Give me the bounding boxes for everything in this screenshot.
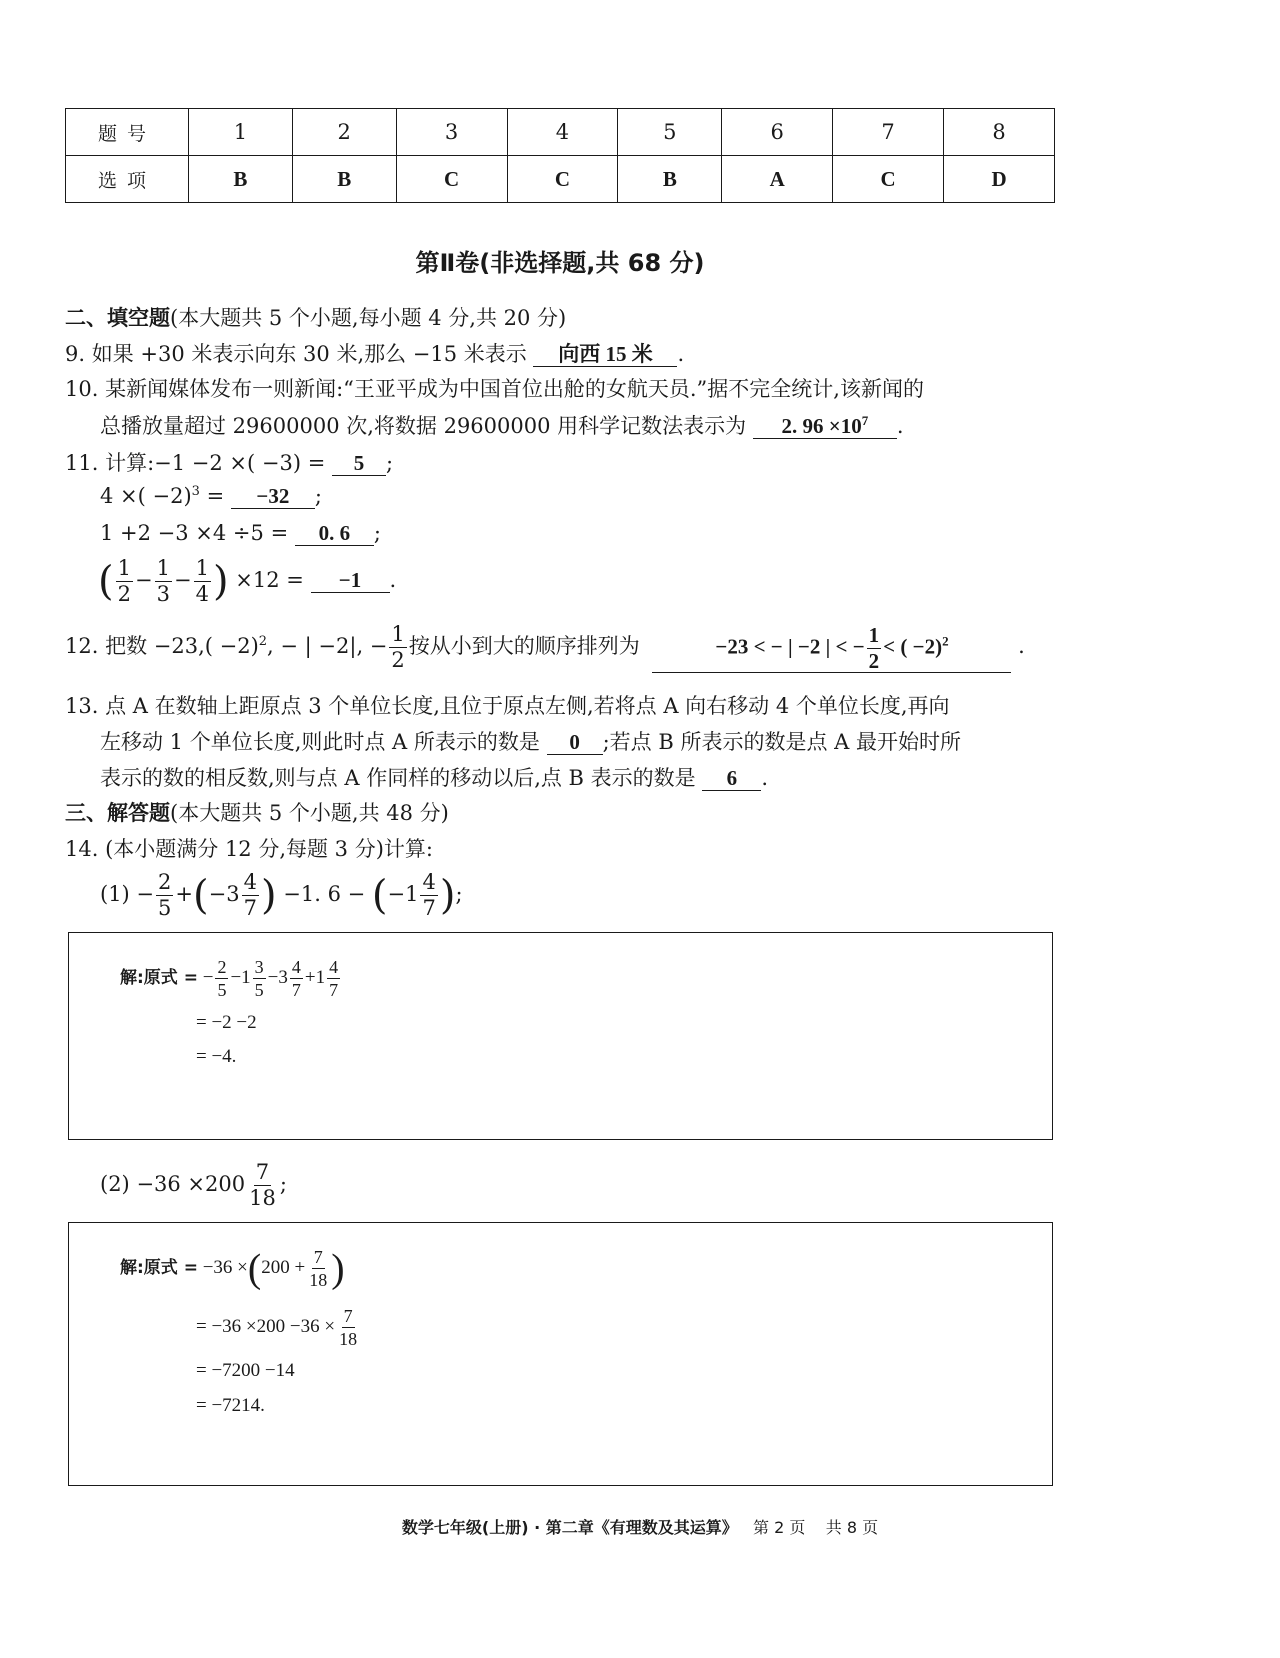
q10-line2: 总播放量超过 29600000 次,将数据 29600000 用科学记数法表示为	[100, 414, 747, 438]
q11-semicolon: ;	[373, 521, 381, 545]
question-number: 2	[292, 109, 396, 156]
sol2-line2: = −36 ×200 −36 × $\frac{7}{18}$	[196, 1306, 358, 1349]
q14-p2-label: (2)	[100, 1172, 130, 1196]
table-row-numbers	[66, 109, 1055, 156]
q11-semicolon: ;	[385, 451, 394, 475]
footer-total: 共 8 页	[825, 1518, 879, 1537]
section3-heading	[65, 797, 449, 827]
sol2-line3: = −7200 −14	[196, 1360, 295, 1381]
q12-text-exp: 2	[258, 634, 268, 649]
section2-name: 二、填空题	[65, 306, 170, 330]
q11-line2	[100, 484, 322, 509]
table-row-options	[66, 156, 1055, 203]
question-number: 8	[944, 109, 1055, 156]
sol2-line1-a: −36 ×	[202, 1256, 248, 1278]
q11-line4: ( $\frac{1}{2}$ − $\frac{1}{3}$ − $\frac{1}{4}$ ) ×12 = −1 .	[98, 556, 397, 606]
answer-option: C	[507, 156, 618, 203]
answer-option: C	[396, 156, 507, 203]
q11-line1	[65, 447, 393, 477]
paren-close: )	[212, 558, 229, 605]
q10-answer-exp: 7	[861, 413, 869, 428]
q13-end: .	[761, 766, 769, 790]
answer-option: B	[292, 156, 396, 203]
q9-answer: 向西 15 米	[533, 343, 677, 367]
q11-line3-text: 1 +2 −3 ×4 ÷5 =	[100, 521, 289, 545]
q10-answer	[753, 414, 897, 439]
table-header-label: 题号	[66, 109, 189, 156]
sol2-line1-inner: 200 +	[261, 1256, 306, 1278]
page-footer	[0, 1515, 1280, 1538]
sol2-line1: 解:原式 = −36 ×(200 + $\frac{7}{18}$ )	[120, 1245, 345, 1291]
q11-line2-answer: −32	[231, 485, 315, 509]
footer-page: 第 2 页	[753, 1518, 806, 1537]
question-number: 6	[722, 109, 833, 156]
sol1-line2: = −2 −2	[196, 1012, 257, 1033]
question-number: 7	[833, 109, 944, 156]
sol2-line2-a: = −36 ×200 −36 ×	[196, 1315, 336, 1337]
question-number: 5	[618, 109, 722, 156]
sol1-line3: = −4.	[196, 1046, 237, 1067]
q11-line2-text: 4 ×( −2)	[100, 484, 192, 508]
q11-line4-tail: ×12 =	[235, 568, 304, 592]
q9-end: .	[677, 342, 685, 366]
question-number: 1	[189, 109, 293, 156]
sol1-line1: 解:原式 = − $\frac{2}{5}$ −1 $\frac{3}{5}$ −3 $\frac{4}{7}$ +1 $\frac{4}{7}$	[120, 957, 339, 1000]
q12-ans-b: < ( −2)	[883, 634, 943, 658]
q10-end: .	[896, 414, 904, 438]
q13-answer-2: 6	[702, 767, 761, 791]
q11-line2-eq: =	[199, 484, 225, 508]
q13-line2-b: ;若点 B 所表示的数是点 A 最开始时所	[602, 730, 961, 754]
q12-text-b: , − | −2|, −	[267, 634, 388, 658]
q12-end: .	[1018, 634, 1025, 658]
sol2-line4: = −7214.	[196, 1395, 265, 1416]
table-option-label: 选项	[66, 156, 189, 203]
q12-ans-a: −23 < − | −2 | < −	[715, 634, 865, 658]
q14-p2-end: ;	[279, 1172, 287, 1196]
q13-line1: 13. 点 A 在数轴上距原点 3 个单位长度,且位于原点左侧,若将点 A 向右移动 4 个单位长度,再向	[65, 694, 950, 718]
q13-answer-1: 0	[547, 731, 603, 755]
paren-open: (	[98, 558, 114, 605]
answer-option: A	[722, 156, 833, 203]
q14-p1-dec: −1. 6 −	[283, 882, 366, 906]
q11-semicolon: ;	[314, 484, 322, 508]
q11-line1-text: 11. 计算:−1 −2 ×( −3) =	[65, 451, 326, 475]
q14-p2-text: −36 ×200	[136, 1172, 246, 1196]
answer-option: B	[618, 156, 722, 203]
q14-part1: (1) − $\frac{2}{5}$ +(−3 $\frac{4}{7}$ ) −1. 6 − (−1 $\frac{4}{7}$ );	[100, 870, 463, 920]
question-10-line2	[100, 410, 904, 440]
q10-answer-base: 2. 96 ×10	[781, 414, 862, 438]
section3-desc: (本大题共 5 个小题,共 48 分)	[170, 801, 449, 825]
section2-desc: (本大题共 5 个小题,每小题 4 分,共 20 分)	[170, 306, 567, 330]
q9-text: 9. 如果 +30 米表示向东 30 米,那么 −15 米表示	[65, 342, 527, 366]
sol2-prefix: 解:原式 =	[120, 1257, 198, 1278]
sol1-prefix: 解:原式 =	[120, 967, 198, 988]
q13-line2	[100, 726, 961, 756]
q11-period: .	[389, 568, 397, 592]
question-number: 4	[507, 109, 618, 156]
part2-title: 第Ⅱ卷(非选择题,共 68 分)	[415, 249, 705, 277]
q12-text-c: 按从小到大的顺序排列为	[408, 634, 640, 658]
q14-intro: 14. (本小题满分 12 分,每题 3 分)计算:	[65, 837, 433, 861]
answer-option: D	[944, 156, 1055, 203]
q11-line4-answer: −1	[311, 569, 390, 593]
q12-ans-exp: 2	[942, 633, 949, 648]
q13-line3	[100, 762, 768, 792]
q14-p1-end: ;	[455, 882, 463, 906]
q14-part2: (2) −36 ×200 $\frac{7}{18}$ ;	[100, 1160, 287, 1210]
q12-answer: −23 < − | −2 | < − $\frac{1}{2}$ < ( −2)$^2$	[652, 625, 1011, 673]
q10-line1: 10. 某新闻媒体发布一则新闻:“王亚平成为中国首位出舱的女航天员.”据不完全统计,该新闻的	[65, 377, 924, 401]
section2-heading	[65, 302, 566, 332]
q11-line1-answer: 5	[332, 452, 386, 476]
answer-key-table	[65, 108, 1055, 203]
answer-option: B	[189, 156, 293, 203]
q14-p1-label: (1)	[100, 882, 130, 906]
section3-name: 三、解答题	[65, 801, 170, 825]
q11-line3-answer: 0. 6	[295, 522, 374, 546]
q11-line3	[100, 521, 381, 546]
question-12: 12. 把数 $-23,( -2)^2$, − | −2|, − $\frac{1}{2}$ 按从小到大的顺序排列为 −23 < − | −2 | < − $\frac{1}{2}$ < ( −2)$^2$ .	[65, 622, 1025, 673]
q11-line2-exp: 3	[191, 484, 200, 499]
question-9	[65, 338, 684, 368]
answer-option: C	[833, 156, 944, 203]
q13-line3-text: 表示的数的相反数,则与点 A 作同样的移动以后,点 B 表示的数是	[100, 766, 696, 790]
question-number: 3	[396, 109, 507, 156]
q12-text-a: 12. 把数 −23,( −2)	[65, 634, 259, 658]
footer-text: 数学七年级(上册) · 第二章《有理数及其运算》	[401, 1518, 738, 1537]
q13-line2-a: 左移动 1 个单位长度,则此时点 A 所表示的数是	[100, 730, 540, 754]
